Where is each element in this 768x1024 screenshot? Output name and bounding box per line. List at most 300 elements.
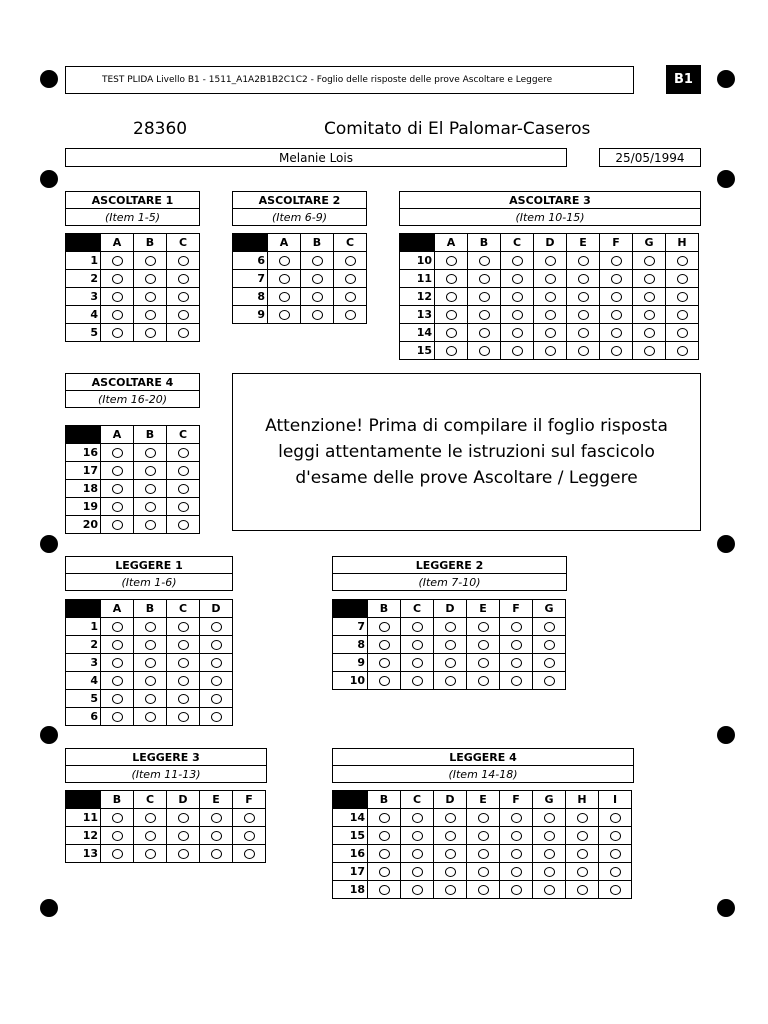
- answer-bubble[interactable]: [178, 658, 189, 668]
- answer-bubble[interactable]: [544, 813, 555, 823]
- option-header: C: [167, 234, 200, 252]
- answer-bubble[interactable]: [379, 658, 390, 668]
- answer-cell: [167, 252, 200, 270]
- answer-bubble[interactable]: [446, 310, 457, 320]
- answer-bubble[interactable]: [677, 310, 688, 320]
- answer-bubble[interactable]: [112, 676, 123, 686]
- answer-bubble[interactable]: [145, 448, 156, 458]
- answer-cell: [167, 306, 200, 324]
- answer-row: [333, 809, 632, 827]
- answer-grid-ascoltare-3: [399, 233, 699, 360]
- answer-bubble[interactable]: [677, 292, 688, 302]
- answer-cell: [268, 288, 301, 306]
- answer-cell: [200, 827, 233, 845]
- section-ascoltare-4: [65, 373, 200, 408]
- answer-bubble[interactable]: [511, 849, 522, 859]
- answer-bubble[interactable]: [611, 256, 622, 266]
- answer-bubble[interactable]: [478, 831, 489, 841]
- answer-bubble[interactable]: [145, 466, 156, 476]
- answer-bubble[interactable]: [178, 484, 189, 494]
- answer-bubble[interactable]: [211, 676, 222, 686]
- answer-bubble[interactable]: [412, 640, 423, 650]
- answer-bubble[interactable]: [211, 831, 222, 841]
- answer-bubble[interactable]: [578, 292, 589, 302]
- answer-bubble[interactable]: [178, 502, 189, 512]
- answer-row: [233, 288, 367, 306]
- answer-bubble[interactable]: [644, 292, 655, 302]
- answer-bubble[interactable]: [112, 622, 123, 632]
- answer-bubble[interactable]: [211, 658, 222, 668]
- answer-row: [400, 270, 699, 288]
- answer-cell: [434, 881, 467, 899]
- answer-cell: [500, 636, 533, 654]
- answer-row: [333, 881, 632, 899]
- answer-cell: [501, 324, 534, 342]
- answer-cell: [434, 636, 467, 654]
- answer-bubble[interactable]: [610, 849, 621, 859]
- answer-cell: [368, 672, 401, 690]
- exam-center: Comitato di El Palomar-Caseros: [324, 119, 591, 139]
- item-number: 7: [233, 270, 268, 288]
- answer-bubble[interactable]: [178, 694, 189, 704]
- answer-bubble[interactable]: [446, 274, 457, 284]
- answer-bubble[interactable]: [379, 867, 390, 877]
- answer-bubble[interactable]: [412, 831, 423, 841]
- answer-bubble[interactable]: [512, 256, 523, 266]
- answer-bubble[interactable]: [479, 292, 490, 302]
- answer-bubble[interactable]: [345, 310, 356, 320]
- answer-bubble[interactable]: [145, 520, 156, 530]
- answer-bubble[interactable]: [512, 328, 523, 338]
- answer-cell: [167, 672, 200, 690]
- answer-bubble[interactable]: [511, 813, 522, 823]
- answer-bubble[interactable]: [178, 448, 189, 458]
- answer-bubble[interactable]: [478, 867, 489, 877]
- answer-bubble[interactable]: [511, 831, 522, 841]
- option-header: B: [368, 791, 401, 809]
- answer-bubble[interactable]: [178, 292, 189, 302]
- answer-bubble[interactable]: [478, 885, 489, 895]
- answer-bubble[interactable]: [112, 658, 123, 668]
- answer-bubble[interactable]: [178, 520, 189, 530]
- answer-bubble[interactable]: [578, 274, 589, 284]
- answer-bubble[interactable]: [379, 676, 390, 686]
- option-header: G: [633, 234, 666, 252]
- answer-bubble[interactable]: [412, 813, 423, 823]
- answer-bubble[interactable]: [544, 676, 555, 686]
- answer-cell: [401, 827, 434, 845]
- answer-bubble[interactable]: [677, 346, 688, 356]
- registration-mark: [717, 899, 735, 917]
- answer-bubble[interactable]: [577, 885, 588, 895]
- answer-bubble[interactable]: [577, 867, 588, 877]
- answer-cell: [633, 270, 666, 288]
- answer-row: [66, 480, 200, 498]
- answer-bubble[interactable]: [379, 813, 390, 823]
- answer-bubble[interactable]: [112, 813, 123, 823]
- grid-corner: [66, 600, 101, 618]
- registration-mark: [40, 899, 58, 917]
- answer-cell: [134, 480, 167, 498]
- answer-cell: [233, 845, 266, 863]
- answer-bubble[interactable]: [479, 256, 490, 266]
- answer-bubble[interactable]: [445, 831, 456, 841]
- answer-bubble[interactable]: [412, 849, 423, 859]
- answer-bubble[interactable]: [211, 813, 222, 823]
- answer-bubble[interactable]: [644, 328, 655, 338]
- answer-bubble[interactable]: [545, 346, 556, 356]
- answer-cell: [468, 306, 501, 324]
- answer-cell: [134, 672, 167, 690]
- answer-bubble[interactable]: [112, 831, 123, 841]
- answer-bubble[interactable]: [112, 256, 123, 266]
- answer-bubble[interactable]: [145, 658, 156, 668]
- answer-bubble[interactable]: [412, 885, 423, 895]
- answer-cell: [534, 270, 567, 288]
- answer-cell: [501, 288, 534, 306]
- answer-bubble[interactable]: [145, 274, 156, 284]
- answer-bubble[interactable]: [279, 274, 290, 284]
- answer-bubble[interactable]: [446, 292, 457, 302]
- answer-bubble[interactable]: [611, 292, 622, 302]
- answer-bubble[interactable]: [677, 256, 688, 266]
- answer-bubble[interactable]: [178, 274, 189, 284]
- answer-cell: [666, 342, 699, 360]
- section-items-label: (Item 10-15): [399, 209, 701, 226]
- answer-cell: [268, 306, 301, 324]
- registration-mark: [40, 170, 58, 188]
- answer-bubble[interactable]: [112, 310, 123, 320]
- grid-header-row: [400, 234, 699, 252]
- section-title: ASCOLTARE 3: [399, 191, 701, 209]
- answer-bubble[interactable]: [279, 292, 290, 302]
- answer-bubble[interactable]: [379, 849, 390, 859]
- answer-cell: [101, 288, 134, 306]
- answer-bubble[interactable]: [178, 676, 189, 686]
- answer-bubble[interactable]: [244, 813, 255, 823]
- answer-cell: [468, 324, 501, 342]
- answer-bubble[interactable]: [379, 640, 390, 650]
- answer-bubble[interactable]: [512, 346, 523, 356]
- answer-cell: [134, 498, 167, 516]
- item-number: 5: [66, 324, 101, 342]
- answer-grid-leggere-1: [65, 599, 233, 726]
- answer-bubble[interactable]: [145, 712, 156, 722]
- answer-cell: [101, 270, 134, 288]
- answer-bubble[interactable]: [211, 640, 222, 650]
- answer-bubble[interactable]: [112, 448, 123, 458]
- answer-bubble[interactable]: [479, 274, 490, 284]
- answer-bubble[interactable]: [511, 622, 522, 632]
- answer-bubble[interactable]: [479, 328, 490, 338]
- answer-cell: [167, 809, 200, 827]
- answer-bubble[interactable]: [644, 256, 655, 266]
- answer-bubble[interactable]: [145, 622, 156, 632]
- answer-bubble[interactable]: [412, 867, 423, 877]
- answer-bubble[interactable]: [412, 658, 423, 668]
- answer-bubble[interactable]: [145, 310, 156, 320]
- answer-bubble[interactable]: [279, 310, 290, 320]
- answer-bubble[interactable]: [446, 328, 457, 338]
- answer-bubble[interactable]: [545, 292, 556, 302]
- answer-cell: [434, 654, 467, 672]
- answer-bubble[interactable]: [478, 813, 489, 823]
- answer-bubble[interactable]: [312, 310, 323, 320]
- answer-bubble[interactable]: [112, 502, 123, 512]
- answer-cell: [200, 672, 233, 690]
- answer-bubble[interactable]: [445, 676, 456, 686]
- answer-bubble[interactable]: [178, 831, 189, 841]
- answer-bubble[interactable]: [544, 640, 555, 650]
- answer-bubble[interactable]: [446, 256, 457, 266]
- answer-row: [66, 690, 233, 708]
- answer-bubble[interactable]: [644, 346, 655, 356]
- answer-bubble[interactable]: [545, 310, 556, 320]
- answer-row: [400, 306, 699, 324]
- answer-row: [66, 288, 200, 306]
- answer-bubble[interactable]: [611, 346, 622, 356]
- answer-bubble[interactable]: [611, 274, 622, 284]
- item-number: 12: [400, 288, 435, 306]
- answer-bubble[interactable]: [610, 867, 621, 877]
- answer-cell: [301, 252, 334, 270]
- answer-cell: [567, 342, 600, 360]
- answer-bubble[interactable]: [145, 676, 156, 686]
- answer-bubble[interactable]: [511, 676, 522, 686]
- answer-bubble[interactable]: [511, 867, 522, 877]
- answer-bubble[interactable]: [578, 256, 589, 266]
- answer-bubble[interactable]: [211, 622, 222, 632]
- answer-bubble[interactable]: [379, 885, 390, 895]
- answer-bubble[interactable]: [112, 849, 123, 859]
- answer-bubble[interactable]: [412, 676, 423, 686]
- answer-cell: [633, 324, 666, 342]
- item-number: 17: [66, 462, 101, 480]
- answer-cell: [501, 270, 534, 288]
- option-header: F: [500, 600, 533, 618]
- answer-bubble[interactable]: [544, 622, 555, 632]
- answer-bubble[interactable]: [478, 658, 489, 668]
- answer-bubble[interactable]: [312, 292, 323, 302]
- answer-bubble[interactable]: [145, 328, 156, 338]
- answer-bubble[interactable]: [145, 813, 156, 823]
- answer-bubble[interactable]: [112, 640, 123, 650]
- answer-bubble[interactable]: [445, 885, 456, 895]
- answer-cell: [533, 881, 566, 899]
- option-header: D: [200, 600, 233, 618]
- answer-bubble[interactable]: [145, 694, 156, 704]
- item-number: 9: [333, 654, 368, 672]
- answer-cell: [200, 636, 233, 654]
- answer-bubble[interactable]: [379, 622, 390, 632]
- answer-bubble[interactable]: [145, 484, 156, 494]
- answer-bubble[interactable]: [578, 328, 589, 338]
- answer-cell: [101, 690, 134, 708]
- answer-cell: [600, 306, 633, 324]
- answer-bubble[interactable]: [211, 712, 222, 722]
- item-number: 4: [66, 672, 101, 690]
- section-title: LEGGERE 1: [65, 556, 233, 574]
- option-header: G: [533, 600, 566, 618]
- answer-bubble[interactable]: [312, 274, 323, 284]
- answer-bubble[interactable]: [479, 310, 490, 320]
- answer-bubble[interactable]: [611, 310, 622, 320]
- answer-bubble[interactable]: [545, 256, 556, 266]
- answer-bubble[interactable]: [511, 640, 522, 650]
- answer-bubble[interactable]: [279, 256, 290, 266]
- answer-bubble[interactable]: [545, 274, 556, 284]
- answer-row: [400, 324, 699, 342]
- answer-bubble[interactable]: [445, 849, 456, 859]
- answer-row: [66, 845, 266, 863]
- answer-bubble[interactable]: [211, 849, 222, 859]
- answer-bubble[interactable]: [445, 813, 456, 823]
- answer-cell: [567, 288, 600, 306]
- answer-bubble[interactable]: [178, 310, 189, 320]
- grid-corner: [400, 234, 435, 252]
- answer-bubble[interactable]: [112, 694, 123, 704]
- answer-bubble[interactable]: [545, 328, 556, 338]
- answer-bubble[interactable]: [511, 658, 522, 668]
- answer-bubble[interactable]: [644, 274, 655, 284]
- answer-bubble[interactable]: [544, 849, 555, 859]
- answer-row: [233, 306, 367, 324]
- answer-bubble[interactable]: [178, 328, 189, 338]
- answer-bubble[interactable]: [544, 831, 555, 841]
- answer-bubble[interactable]: [578, 346, 589, 356]
- answer-bubble[interactable]: [610, 813, 621, 823]
- answer-bubble[interactable]: [446, 346, 457, 356]
- answer-row: [66, 654, 233, 672]
- answer-bubble[interactable]: [610, 831, 621, 841]
- answer-bubble[interactable]: [577, 849, 588, 859]
- option-header: H: [566, 791, 599, 809]
- answer-bubble[interactable]: [345, 274, 356, 284]
- option-header: C: [401, 600, 434, 618]
- answer-bubble[interactable]: [577, 813, 588, 823]
- answer-bubble[interactable]: [112, 292, 123, 302]
- answer-bubble[interactable]: [445, 640, 456, 650]
- answer-bubble[interactable]: [445, 867, 456, 877]
- answer-cell: [401, 672, 434, 690]
- answer-cell: [435, 324, 468, 342]
- answer-bubble[interactable]: [145, 502, 156, 512]
- answer-bubble[interactable]: [178, 256, 189, 266]
- answer-bubble[interactable]: [512, 310, 523, 320]
- section-title: LEGGERE 2: [332, 556, 567, 574]
- answer-bubble[interactable]: [578, 310, 589, 320]
- answer-bubble[interactable]: [345, 256, 356, 266]
- answer-bubble[interactable]: [145, 640, 156, 650]
- grid-corner: [333, 600, 368, 618]
- answer-bubble[interactable]: [445, 658, 456, 668]
- answer-bubble[interactable]: [145, 849, 156, 859]
- answer-bubble[interactable]: [178, 622, 189, 632]
- answer-cell: [467, 881, 500, 899]
- answer-bubble[interactable]: [112, 466, 123, 476]
- answer-cell: [599, 863, 632, 881]
- answer-cell: [134, 827, 167, 845]
- section-items-label: (Item 1-6): [65, 574, 233, 591]
- option-header: A: [435, 234, 468, 252]
- answer-bubble[interactable]: [178, 813, 189, 823]
- answer-bubble[interactable]: [511, 885, 522, 895]
- answer-cell: [401, 881, 434, 899]
- answer-grid-leggere-2: [332, 599, 566, 690]
- answer-cell: [268, 252, 301, 270]
- option-header: A: [101, 426, 134, 444]
- answer-bubble[interactable]: [677, 328, 688, 338]
- grid-header-row: [66, 426, 200, 444]
- answer-cell: [600, 270, 633, 288]
- answer-cell: [533, 636, 566, 654]
- answer-row: [333, 845, 632, 863]
- answer-cell: [566, 881, 599, 899]
- item-number: 8: [233, 288, 268, 306]
- answer-cell: [599, 845, 632, 863]
- answer-bubble[interactable]: [112, 328, 123, 338]
- answer-bubble[interactable]: [677, 274, 688, 284]
- answer-cell: [567, 324, 600, 342]
- answer-bubble[interactable]: [379, 831, 390, 841]
- answer-bubble[interactable]: [244, 849, 255, 859]
- answer-bubble[interactable]: [178, 640, 189, 650]
- section-ascoltare-1: [65, 191, 200, 226]
- answer-bubble[interactable]: [610, 885, 621, 895]
- answer-bubble[interactable]: [145, 831, 156, 841]
- registration-mark: [717, 535, 735, 553]
- answer-bubble[interactable]: [611, 328, 622, 338]
- answer-bubble[interactable]: [512, 292, 523, 302]
- answer-bubble[interactable]: [577, 831, 588, 841]
- answer-bubble[interactable]: [145, 256, 156, 266]
- answer-cell: [401, 618, 434, 636]
- answer-cell: [633, 288, 666, 306]
- answer-bubble[interactable]: [112, 484, 123, 494]
- answer-bubble[interactable]: [478, 849, 489, 859]
- answer-bubble[interactable]: [478, 640, 489, 650]
- answer-bubble[interactable]: [178, 466, 189, 476]
- answer-bubble[interactable]: [479, 346, 490, 356]
- answer-row: [66, 444, 200, 462]
- answer-bubble[interactable]: [478, 622, 489, 632]
- option-header: A: [268, 234, 301, 252]
- answer-bubble[interactable]: [112, 520, 123, 530]
- answer-bubble[interactable]: [178, 849, 189, 859]
- answer-cell: [101, 827, 134, 845]
- answer-bubble[interactable]: [544, 885, 555, 895]
- answer-bubble[interactable]: [544, 867, 555, 877]
- answer-bubble[interactable]: [644, 310, 655, 320]
- answer-cell: [401, 845, 434, 863]
- answer-bubble[interactable]: [445, 622, 456, 632]
- option-header: E: [467, 600, 500, 618]
- answer-bubble[interactable]: [412, 622, 423, 632]
- answer-bubble[interactable]: [178, 712, 189, 722]
- answer-bubble[interactable]: [512, 274, 523, 284]
- answer-cell: [268, 270, 301, 288]
- answer-bubble[interactable]: [312, 256, 323, 266]
- answer-bubble[interactable]: [145, 292, 156, 302]
- answer-bubble[interactable]: [244, 831, 255, 841]
- answer-bubble[interactable]: [112, 712, 123, 722]
- answer-bubble[interactable]: [211, 694, 222, 704]
- answer-bubble[interactable]: [112, 274, 123, 284]
- answer-bubble[interactable]: [544, 658, 555, 668]
- answer-bubble[interactable]: [345, 292, 356, 302]
- answer-cell: [600, 252, 633, 270]
- answer-bubble[interactable]: [478, 676, 489, 686]
